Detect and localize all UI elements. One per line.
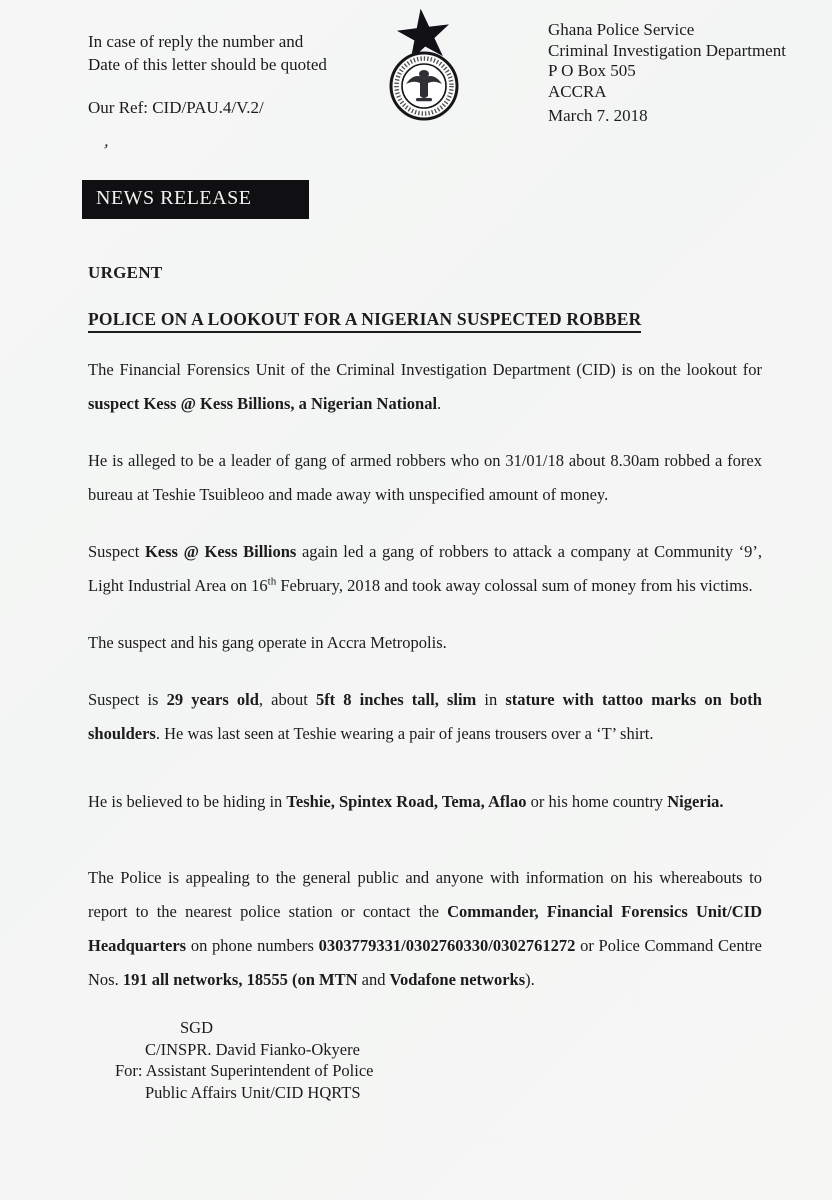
- signature-block: [88, 1017, 762, 1103]
- headline: [88, 309, 762, 330]
- urgent-label: URGENT: [88, 263, 163, 282]
- our-ref: Our Ref: CID/PAU.4/V.2/: [88, 98, 264, 117]
- org-line2: Criminal Investigation Department: [548, 40, 786, 60]
- paragraph-6: He is believed to be hiding in Teshie, Spintex Road, Tema, Aflao or his home country Nigeria.: [88, 792, 724, 811]
- org-line1: Ghana Police Service: [548, 20, 695, 39]
- signature-for: For: Assistant Superintendent of Police: [115, 1061, 374, 1080]
- paragraph-5: Suspect is 29 years old, about 5ft 8 inches tall, slim in stature with tattoo marks on both shoulders. He was last seen at Teshie wearing a pair of jeans trousers over a ‘T’ shirt.: [88, 690, 762, 743]
- paragraph-1: The Financial Forensics Unit of the Criminal Investigation Department (CID) is on the lookout for suspect Kess @ Kess Billions, a Nigerian National.: [88, 360, 762, 413]
- ghana-police-crest-icon: [372, 8, 476, 124]
- signature-sgd: SGD: [180, 1018, 214, 1037]
- scan-stray-mark: ’: [99, 139, 111, 161]
- reply-note-line1: In case of reply the number and: [88, 32, 304, 51]
- paragraph-3: Suspect Kess @ Kess Billions again led a gang of robbers to attack a company at Community ‘9’, Light Industrial Area on 16th February, 2018 and took away colossal sum of money from his victims.: [88, 542, 762, 595]
- paragraph-2: He is alleged to be a leader of gang of armed robbers who on 31/01/18 about 8.30am robbed a forex bureau at Teshie Tsuibleoo and made away with unspecified amount of money.: [88, 451, 762, 504]
- letterhead: [0, 0, 832, 160]
- org-line3: P O Box 505: [548, 61, 636, 80]
- paragraph-7: The Police is appealing to the general public and anyone with information on his whereabouts to report to the nearest police station or contact the Commander, Financial Forensics Unit/CID Headquarters on phone numbers 0303779331/0302760330/0302761272 or Police Command Centre Nos. 191 all networks, 18555 (on MTN and Vodafone networks).: [88, 868, 762, 989]
- paragraph-4: The suspect and his gang operate in Accra Metropolis.: [88, 633, 447, 652]
- reply-note-line2: Date of this letter should be quoted: [88, 55, 327, 74]
- reply-note: [88, 30, 327, 76]
- signature-name: C/INSPR. David Fianko-Okyere: [145, 1039, 360, 1059]
- signature-unit: Public Affairs Unit/CID HQRTS: [145, 1082, 361, 1102]
- org-address-block: [548, 20, 786, 102]
- letter-date: March 7. 2018: [548, 106, 648, 125]
- headline-text: POLICE ON A LOOKOUT FOR A NIGERIAN SUSPECTED ROBBER: [88, 309, 641, 333]
- org-line4: ACCRA: [548, 81, 607, 101]
- document-body: [0, 263, 832, 1103]
- news-release-banner: NEWS RELEASE: [82, 180, 309, 219]
